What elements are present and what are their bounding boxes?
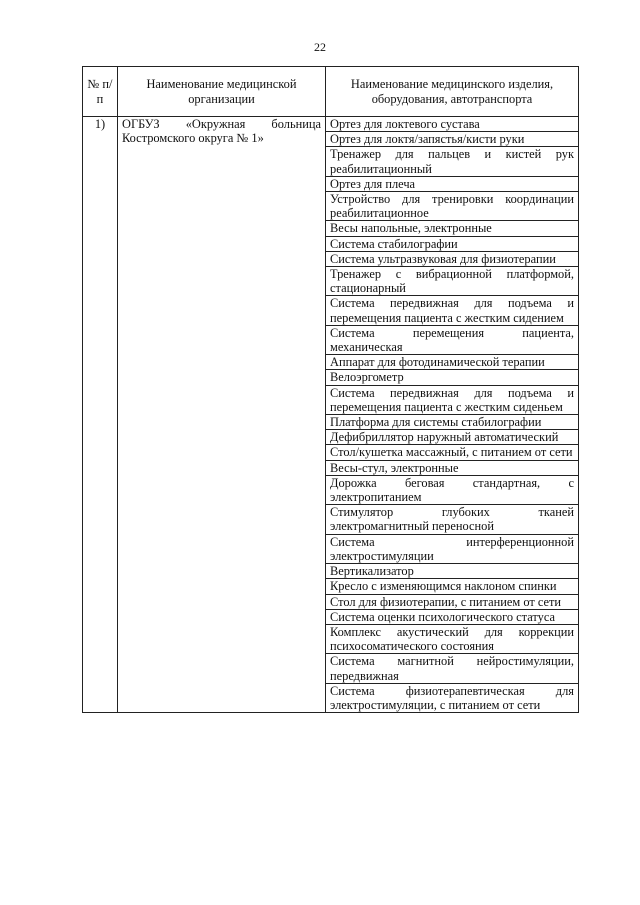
equipment-item: Кресло с изменяющимся наклоном спинки: [326, 579, 579, 594]
equipment-item: Дорожка беговая стандартная, с электропитанием: [326, 475, 579, 504]
equipment-item: Система передвижная для подъема и перемещения пациента с жестким сиденьем: [326, 385, 579, 414]
equipment-item: Велоэргометр: [326, 370, 579, 385]
header-organization: Наименование медицинской организации: [118, 67, 326, 117]
equipment-item: Дефибриллятор наружный автоматический: [326, 430, 579, 445]
equipment-item: Система магнитной нейростимуляции, передвижная: [326, 654, 579, 683]
equipment-item: Тренажер для пальцев и кистей рук реабилитационный: [326, 147, 579, 176]
equipment-item: Система перемещения пациента, механическая: [326, 325, 579, 354]
equipment-item: Весы-стул, электронные: [326, 460, 579, 475]
equipment-item: Система оценки психологического статуса: [326, 609, 579, 624]
row-number: 1): [83, 117, 118, 713]
table-header-row: [83, 67, 579, 117]
equipment-item: Система интерференционной электростимуляции: [326, 534, 579, 563]
table-body: [83, 117, 579, 713]
table-row: [83, 117, 579, 132]
header-num: № п/п: [83, 67, 118, 117]
page-number: 22: [314, 40, 326, 54]
equipment-item: Стол для физиотерапии, с питанием от сети: [326, 594, 579, 609]
equipment-item: Тренажер с вибрационной платформой, стационарный: [326, 267, 579, 296]
equipment-item: Стимулятор глубоких тканей электромагнитный переносной: [326, 505, 579, 534]
equipment-table: [82, 66, 579, 713]
organization-name: ОГБУЗ «Окружная больница Костромского округа № 1»: [118, 117, 326, 713]
equipment-item: Стол/кушетка массажный, с питанием от сети: [326, 445, 579, 460]
equipment-item: Вертикализатор: [326, 564, 579, 579]
equipment-item: Устройство для тренировки координации реабилитационное: [326, 192, 579, 221]
equipment-item: Система физиотерапевтическая для электростимуляции, с питанием от сети: [326, 683, 579, 712]
equipment-item: Ортез для локтевого сустава: [326, 117, 579, 132]
equipment-item: Система передвижная для подъема и перемещения пациента с жестким сидением: [326, 296, 579, 325]
equipment-item: Система ультразвуковая для физиотерапии: [326, 251, 579, 266]
header-equipment: Наименование медицинского изделия, оборудования, автотранспорта: [326, 67, 579, 117]
equipment-item: Платформа для системы стабилографии: [326, 415, 579, 430]
equipment-item: Ортез для локтя/запястья/кисти руки: [326, 132, 579, 147]
equipment-item: Ортез для плеча: [326, 176, 579, 191]
equipment-item: Весы напольные, электронные: [326, 221, 579, 236]
equipment-item: Система стабилографии: [326, 236, 579, 251]
equipment-item: Аппарат для фотодинамической терапии: [326, 355, 579, 370]
equipment-item: Комплекс акустический для коррекции психосоматического состояния: [326, 624, 579, 653]
